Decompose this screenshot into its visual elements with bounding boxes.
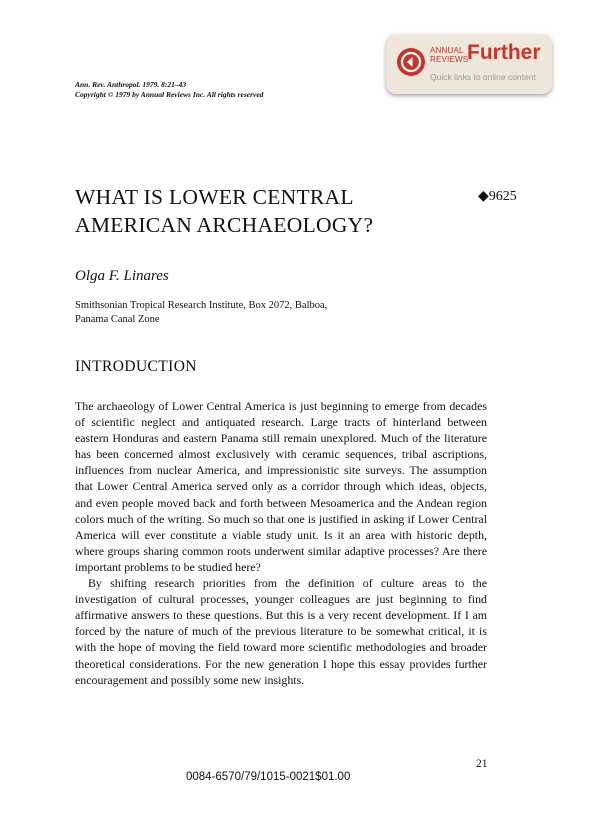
annual-reviews-logo-icon — [397, 48, 425, 76]
journal-citation: Ann. Rev. Anthropol. 1979. 8:21–43 — [75, 80, 187, 89]
author-name: Olga F. Linares — [75, 268, 169, 284]
section-heading: INTRODUCTION — [75, 358, 197, 375]
title-line-1: WHAT IS LOWER CENTRAL — [75, 185, 354, 209]
page-number: 21 — [476, 758, 488, 770]
article-code: ◆9625 — [478, 189, 517, 204]
article-title — [75, 183, 455, 239]
badge-reviews-label: REVIEWS — [430, 55, 469, 64]
isbn-footer: 0084-6570/79/1015-0021$01.00 — [186, 771, 351, 783]
body-text — [75, 398, 487, 688]
affiliation-line-1: Smithsonian Tropical Research Institute, Box 2072, Balboa, — [75, 300, 328, 311]
paragraph-2: By shifting research priorities from the definition of culture areas to the investigation of cultural processes, younger colleagues are just beginning to find affirmative answers to these questions. But this is a very recent development. If I am forced by the nature of much of the previous literature to be somewhat critical, it is with the hope of moving the field toward more scientific methodologies and broader theoretical considerations. For the new generation I hope this essay provides further encouragement and possibly some new insights. — [75, 576, 487, 687]
badge-subtitle: Quick links to online content — [430, 72, 536, 82]
badge-further-label: Further — [467, 41, 541, 64]
badge-annual-label: ANNUAL — [430, 46, 464, 55]
author-affiliation — [75, 299, 327, 327]
annual-reviews-further-badge[interactable] — [386, 34, 552, 94]
copyright-notice: Copyright © 1979 by Annual Reviews Inc. All rights reserved — [75, 90, 264, 99]
affiliation-line-2: Panama Canal Zone — [75, 314, 160, 325]
title-line-2: AMERICAN ARCHAEOLOGY? — [75, 213, 374, 237]
paragraph-1: The archaeology of Lower Central America is just beginning to emerge from decades of scientific neglect and antiquated research. Large tracts of hinterland between eastern Honduras and eastern Panama still remain unexplored. Much of the literature has been concerned almost exclusively with ceramic sequences, tribal ascriptions, influences from nuclear America, and impressionistic site surveys. The assumption that Lower Central America served only as a corridor through which ideas, objects, and even people moved back and forth between Mesoamerica and the Andean region colors much of the writing. So much so that one is justified in asking if Lower Central America will ever constitute a viable study unit. Is it an area with historic depth, where groups sharing common roots underwent similar adaptive processes? Are there important problems to be studied here? — [75, 399, 487, 574]
